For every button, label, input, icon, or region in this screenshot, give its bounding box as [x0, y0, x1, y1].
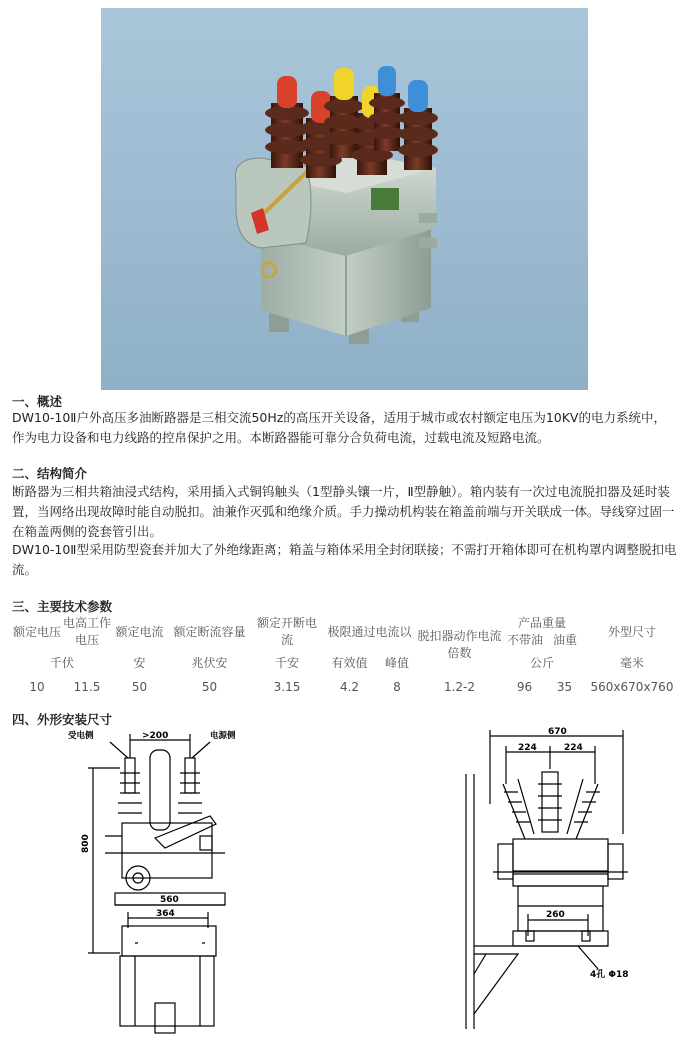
- section-title-structure: 二、结构简介: [12, 466, 88, 481]
- unit-mm: 毫米: [619, 655, 644, 670]
- section-title-overview: 一、概述: [12, 394, 63, 409]
- structure-paragraph-2: DW10-10Ⅱ型采用防型瓷套并加大了外绝缘距离；箱盖与箱体采用全封闭联接；不需打开箱体即可在机构罩内调整脱扣电流。: [12, 542, 677, 577]
- header-max-voltage: 电高工作电压: [62, 616, 111, 647]
- insulator-5: [369, 66, 405, 151]
- parameters-table: [12, 614, 682, 698]
- header-rated-voltage: 额定电压: [12, 624, 61, 639]
- dim-width: 560: [160, 895, 179, 905]
- table-units-row: [12, 650, 682, 676]
- value-trip-multiple: 1.2-2: [443, 679, 476, 694]
- table-values-row: [12, 676, 682, 698]
- header-breaking-current: 额定开断电流: [256, 616, 317, 647]
- hole-note: 4孔 Φ18: [590, 970, 629, 980]
- bracket: [419, 213, 437, 223]
- value-peak: 8: [393, 679, 401, 694]
- header-trip-multiple: 脱扣器动作电流倍数: [417, 629, 502, 660]
- dim-base: 260: [546, 910, 565, 920]
- header-dimensions: 外型尺寸: [607, 624, 656, 639]
- side-view-drawing: [458, 724, 658, 1036]
- circuit-breaker-illustration: [101, 8, 588, 390]
- dim-right: 224: [564, 743, 583, 753]
- label-source-side: 电源侧: [210, 731, 236, 741]
- value-breaking-capacity: 50: [201, 679, 218, 694]
- dim-height: 800: [81, 834, 91, 853]
- header-oil-weight: 油重: [552, 633, 577, 647]
- unit-peak: 峰值: [384, 655, 409, 670]
- section-title-parameters: 三、主要技术参数: [12, 599, 113, 614]
- dim-base: 364: [156, 909, 175, 919]
- overview-paragraph: DW10-10Ⅱ户外高压多油断路器是三相交流50Hz的高压开关设备，适用于城市或农村额定电压为10KV的电力系统中，作为电力设备和电力线路的控帛保护之用。本断路器能可靠分合负荷电流，过载电流及短路电流。: [12, 410, 666, 445]
- header-through-current: 极限通过电流以: [327, 624, 412, 639]
- unit-kg: 公斤: [529, 655, 554, 670]
- value-max-voltage: 11.5: [73, 679, 101, 694]
- unit-ka: 千安: [274, 655, 299, 670]
- front-view-drawing: [60, 728, 280, 1036]
- header-weight: [502, 614, 582, 650]
- product-photo: [101, 8, 588, 390]
- unit-kv: 千伏: [49, 655, 74, 670]
- dim-top: >200: [142, 731, 169, 741]
- value-breaking-current: 3.15: [273, 679, 301, 694]
- dim-total: 670: [548, 727, 567, 737]
- dim-left: 224: [518, 743, 537, 753]
- value-weight-no-oil: 96: [516, 679, 533, 694]
- value-rated-current: 50: [131, 679, 148, 694]
- value-rms: 4.2: [339, 679, 360, 694]
- table-header-row: [12, 614, 682, 650]
- unit-mva: 兆伏安: [191, 655, 228, 670]
- unit-a: 安: [133, 655, 146, 670]
- section-title-installation: 四、外形安装尺寸: [12, 712, 113, 727]
- header-weight-no-oil: 不带油: [506, 633, 543, 647]
- header-rated-current: 额定电流: [115, 624, 164, 639]
- insulator-6: [398, 80, 438, 170]
- nameplate: [371, 188, 399, 210]
- header-weight-sub: [502, 632, 582, 649]
- label-load-side: 受电侧: [68, 731, 94, 741]
- insulator-1: [265, 76, 309, 168]
- value-rated-voltage: 10: [29, 679, 45, 694]
- structure-paragraph-1: 断路器为三相共箱油浸式结构，采用插入式铜钨触头（1型静头镶一片，Ⅱ型静触）。箱内装有一次过电流脱扣器及延时装置，当网络出现故障时能自动脱扣。油兼作灭弧和绝缘介质。手力操动机构装在箱盖前端与开关联成一体。导线穿过固一在箱盖两侧的瓷套管引出。: [12, 484, 675, 539]
- header-weight-label: 产品重量: [517, 616, 566, 630]
- header-breaking-capacity: 额定断流容量: [173, 624, 246, 639]
- value-dimensions: 560x670x760: [590, 679, 674, 694]
- unit-rms: 有效值: [331, 655, 368, 670]
- value-oil-weight: 35: [556, 679, 573, 694]
- bracket: [419, 238, 437, 248]
